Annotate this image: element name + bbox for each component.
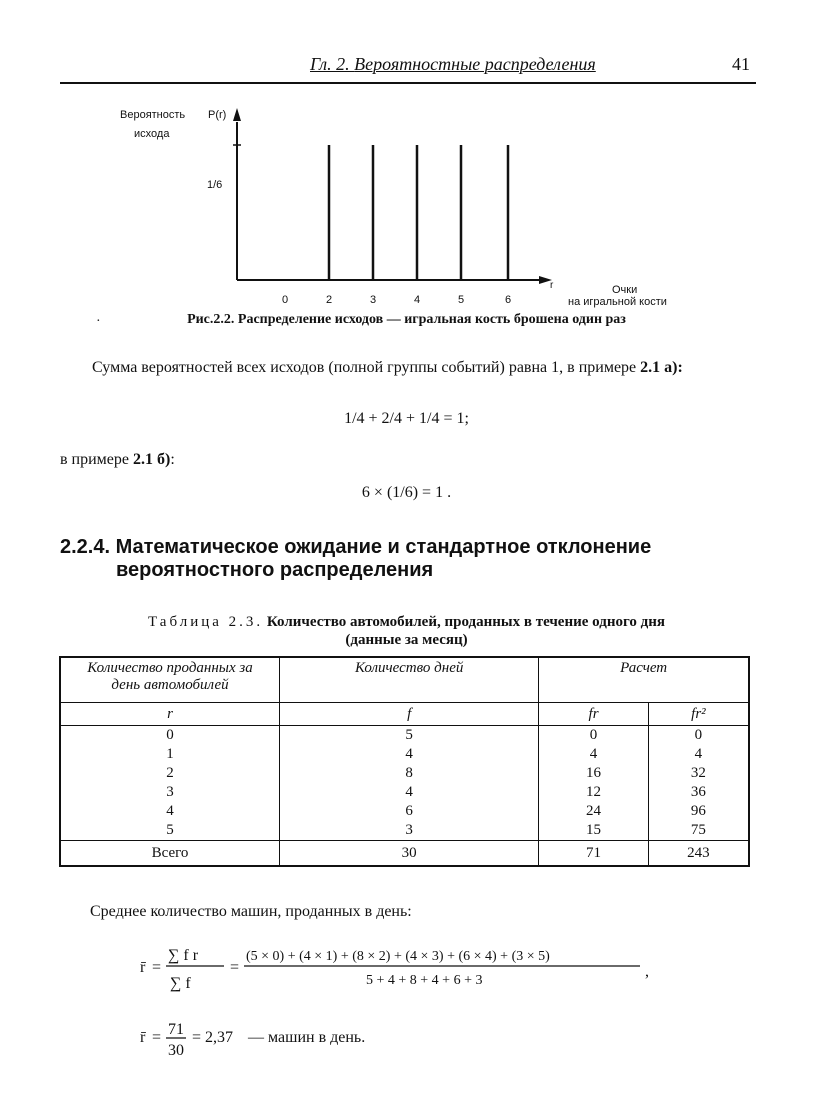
equation-1: 1/4 + 2/4 + 1/4 = 1;	[344, 410, 469, 427]
subheader-r: r	[60, 703, 280, 726]
header-days-text: Количество дней	[354, 660, 464, 676]
running-title	[310, 54, 596, 75]
table-cell: 4	[539, 745, 649, 764]
x-tick-4: 4	[413, 294, 421, 306]
table-cell: 12	[539, 783, 649, 802]
table-caption	[0, 613, 813, 649]
data-table	[59, 656, 750, 867]
mean-intro: Среднее количество машин, проданных в день:	[90, 903, 412, 920]
total-fr2: 243	[648, 841, 749, 867]
table-cell: 6	[280, 802, 539, 821]
section-heading	[60, 536, 760, 582]
chapter-title: Вероятностные распределения	[354, 54, 596, 74]
table-cell: 36	[648, 783, 749, 802]
table-row	[60, 726, 749, 746]
result-numerator: 71	[168, 1022, 184, 1038]
x-tick-6: 6	[504, 294, 512, 306]
table-row	[60, 764, 749, 783]
figure-caption: Рис.2.2. Распределение исходов — игральная кость брошена один раз	[187, 312, 626, 327]
table-cell: 5	[60, 821, 280, 841]
table-cell: 3	[280, 821, 539, 841]
table-total-row	[60, 841, 749, 867]
x-tick-5: 5	[457, 294, 465, 306]
numerator-expansion: (5 × 0) + (4 × 1) + (8 × 2) + (4 × 3) + (6 × 4) + (3 × 5)	[246, 949, 550, 964]
table-cell: 15	[539, 821, 649, 841]
y-symbol: P(r)	[208, 109, 227, 121]
sum-f: ∑ f	[170, 975, 191, 992]
total-f: 30	[280, 841, 539, 867]
header-days	[280, 657, 539, 703]
r-bar-result: r̄	[140, 1029, 146, 1046]
result-value: = 2,37	[192, 1029, 234, 1046]
paragraph-example-b-text: в примере	[60, 451, 134, 468]
x-tick-2: 2	[325, 294, 333, 306]
x-label-line2: на игральной кости	[568, 296, 667, 308]
paragraph-sum	[60, 356, 760, 380]
table-cell: 3	[60, 783, 280, 802]
table-cell: 0	[648, 726, 749, 746]
table-row	[60, 821, 749, 841]
table-cell: 16	[539, 764, 649, 783]
table-row	[60, 783, 749, 802]
y-tick-label: 1/6	[207, 179, 223, 191]
y-axis-arrow	[233, 108, 241, 121]
section-heading-line1: 2.2.4. Математическое ожидание и стандартное отклонение	[60, 536, 652, 558]
x-label-line1: Очки	[612, 284, 638, 296]
equals-1: =	[152, 959, 162, 976]
table-cell: 4	[280, 745, 539, 764]
probability-figure	[0, 100, 813, 330]
subheader-fr2: fr²	[648, 703, 749, 726]
mean-result	[140, 1022, 540, 1062]
paragraph-sum-text: Сумма вероятностей всех исходов (полной группы событий) равна 1, в примере	[92, 359, 641, 376]
section-heading-line2: вероятностного распределения	[116, 559, 434, 581]
table-cell: 4	[60, 802, 280, 821]
y-label-line1: Вероятность	[120, 109, 186, 121]
table-cell: 1	[60, 745, 280, 764]
running-head	[60, 50, 756, 84]
header-calculation: Расчет	[539, 657, 749, 703]
table-subheader-row	[60, 703, 749, 726]
table-title-line1: Количество автомобилей, проданных в течение одного дня	[266, 614, 665, 630]
y-label-line2: исхода	[134, 128, 170, 140]
sum-fr: ∑ f r	[168, 947, 199, 964]
table-header-row	[60, 657, 749, 703]
table-label: Таблица 2.3.	[148, 614, 264, 630]
equation-2: 6 × (1/6) = 1 .	[361, 484, 452, 501]
table-cell: 32	[648, 764, 749, 783]
example-ref-b: 2.1 б)	[133, 451, 171, 468]
chapter-prefix: Гл. 2.	[310, 54, 355, 74]
subheader-fr: fr	[539, 703, 649, 726]
total-fr: 71	[539, 841, 649, 867]
formula-comma: ,	[645, 963, 649, 980]
result-text: — машин в день.	[248, 1029, 366, 1046]
x-tick-0: 0	[281, 294, 289, 306]
table-cell: 5	[280, 726, 539, 746]
denominator-expansion: 5 + 4 + 8 + 4 + 6 + 3	[366, 973, 483, 988]
table-cell: 4	[280, 783, 539, 802]
table-row	[60, 745, 749, 764]
table-cell: 24	[539, 802, 649, 821]
page-number: 41	[732, 54, 750, 74]
r-bar: r̄	[140, 959, 146, 976]
table-cell: 0	[539, 726, 649, 746]
x-symbol: r	[550, 280, 554, 291]
mean-formula	[140, 940, 700, 1000]
paragraph-example-b	[60, 448, 175, 472]
table-title-line2: (данные за месяц)	[345, 632, 468, 648]
total-label: Всего	[60, 841, 280, 867]
equals-2: =	[230, 959, 240, 976]
table-row	[60, 802, 749, 821]
table-cell: 2	[60, 764, 280, 783]
table-cell: 4	[648, 745, 749, 764]
subheader-f: f	[280, 703, 539, 726]
result-denominator: 30	[168, 1042, 184, 1059]
header-cars-sold: Количество проданных за день автомобилей	[60, 657, 280, 703]
table-cell: 75	[648, 821, 749, 841]
table-cell: 8	[280, 764, 539, 783]
table-cell: 96	[648, 802, 749, 821]
caption-bullet: ·	[96, 314, 101, 329]
table-cell: 0	[60, 726, 280, 746]
equals-3: =	[152, 1029, 162, 1046]
colon: :	[170, 451, 175, 468]
example-ref-a: 2.1 а):	[640, 359, 683, 376]
x-tick-3: 3	[369, 294, 377, 306]
